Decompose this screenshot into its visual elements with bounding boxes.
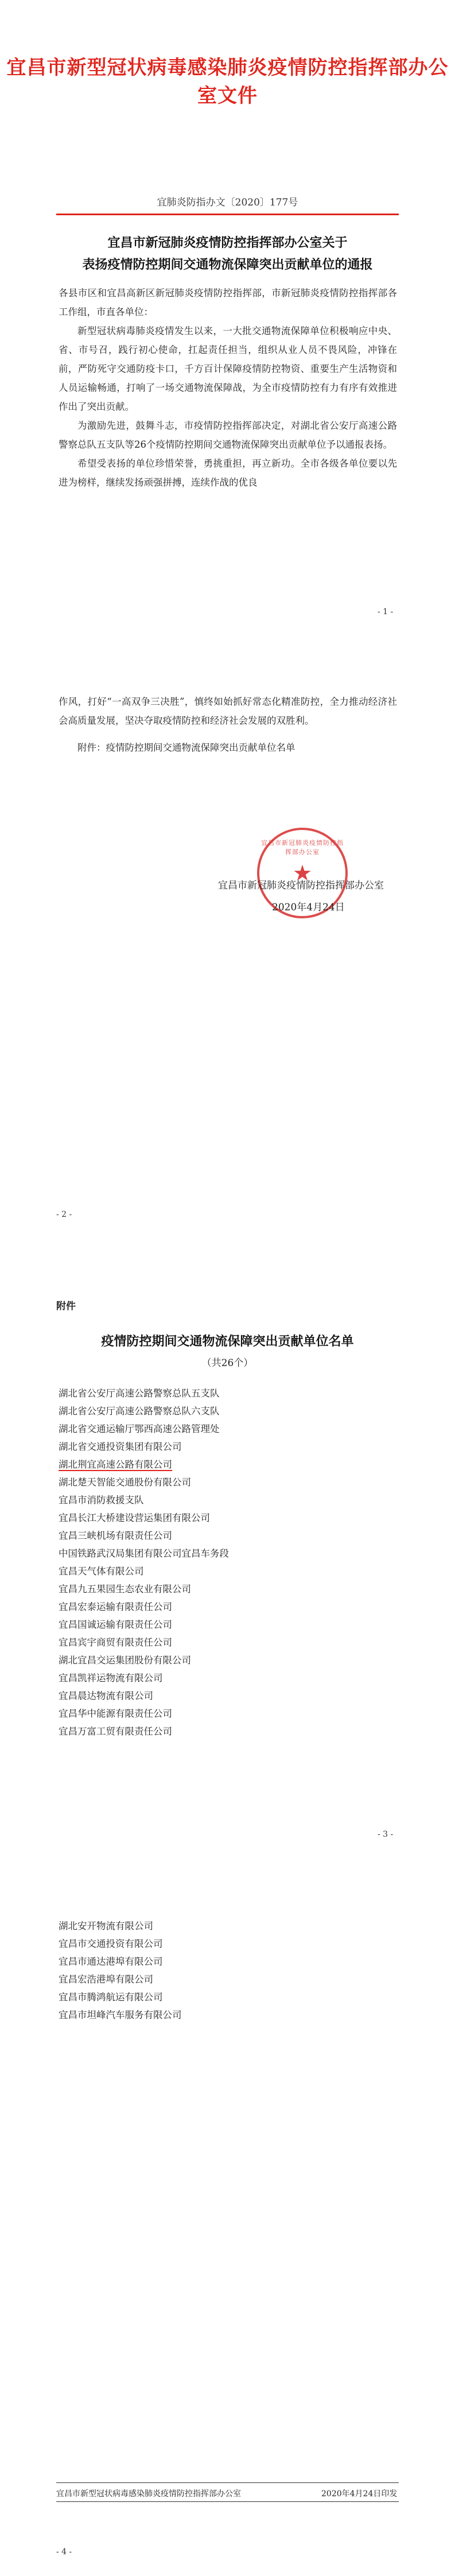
seal-star-icon: ★ bbox=[292, 860, 313, 886]
list-item: 湖北安开物流有限公司 bbox=[59, 1921, 153, 1931]
list-item: 宜昌宾宇商贸有限责任公司 bbox=[59, 1637, 172, 1648]
notice-body-continued bbox=[59, 692, 397, 757]
page-number: - 2 - bbox=[56, 1210, 72, 1219]
footer-issuer: 宜昌市新型冠状病毒感染肺炎疫情防控指挥部办公室 bbox=[56, 2489, 241, 2499]
list-item: 中国铁路武汉局集团有限公司宜昌车务段 bbox=[59, 1548, 229, 1559]
body-paragraph-1: 新型冠状病毒肺炎疫情发生以来，一大批交通物流保障单位积极响应中央、省、市号召，践行初心使命，扛起责任担当，组织从业人员不畏风险，冲锋在前，严防死守交通防疫卡口，千方百计保障疫情防控物资、重要生产生活物资和人员运输畅通，打响了一场交通物流保障战，为全市疫情防控有力有序有效推进作出了突出贡献。 bbox=[59, 325, 397, 412]
signature-org: 宜昌市新冠肺炎疫情防控指挥部办公室 bbox=[218, 880, 384, 891]
list-item: 宜昌国诚运输有限责任公司 bbox=[59, 1619, 172, 1630]
list-item: 宜昌凯祥运物流有限公司 bbox=[59, 1673, 163, 1683]
body-paragraph-3: 希望受表扬的单位珍惜荣誉，勇挑重担，再立新功。全市各级各单位要以先进为榜样，继续发扬顽强拼搏，连续作战的优良 bbox=[59, 458, 397, 488]
list-item: 湖北省交通运输厅鄂西高速公路管理处 bbox=[59, 1423, 220, 1434]
list-item: 宜昌九五果园生态农业有限公司 bbox=[59, 1584, 191, 1595]
list-item: 湖北省公安厅高速公路警察总队五支队 bbox=[59, 1388, 220, 1399]
list-item-text: 湖北荆宜高速公路有限公司 bbox=[59, 1459, 172, 1470]
attachment-title: 疫情防控期间交通物流保障突出贡献单位名单 bbox=[101, 1334, 354, 1349]
salutation: 各县市区和宜昌高新区新冠肺炎疫情防控指挥部，市新冠肺炎疫情防控指挥部各工作组，市直各单位： bbox=[59, 288, 397, 317]
page-number: - 1 - bbox=[378, 607, 394, 616]
list-item: 宜昌市坦峰汽车服务有限公司 bbox=[59, 2009, 182, 2020]
footer-bottom-line bbox=[56, 2501, 399, 2502]
list-item: 宜昌宏泰运输有限责任公司 bbox=[59, 1601, 172, 1612]
document-header-title: 宜昌市新型冠状病毒感染肺炎疫情防控指挥部办公室文件 bbox=[6, 56, 449, 107]
unit-list-continued bbox=[59, 1917, 182, 2024]
list-item: 宜昌市消防救援支队 bbox=[59, 1495, 144, 1506]
list-item: 宜昌宏浩港埠有限公司 bbox=[59, 1974, 153, 1985]
attachment-reference: 附件：疫情防控期间交通物流保障突出贡献单位名单 bbox=[77, 742, 295, 753]
document-number: 宜肺炎防指办文〔2020〕177号 bbox=[157, 197, 298, 208]
body-paragraph-continued: 作风，打好“一高双争三决胜”，慎终如始抓好常态化精准防控，全力推动经济社会高质量发展，坚决夺取疫情防控和经济社会发展的双胜利。 bbox=[59, 696, 397, 726]
footer-top-line bbox=[56, 2482, 399, 2483]
signature-date: 2020年4月24日 bbox=[272, 902, 345, 913]
footer-date: 2020年4月24日印发 bbox=[321, 2489, 398, 2499]
list-item: 湖北省交通投资集团有限公司 bbox=[59, 1441, 182, 1452]
list-item: 宜昌万富工贸有限责任公司 bbox=[59, 1726, 172, 1737]
notice-body bbox=[59, 284, 397, 492]
seal-text: 宜昌市新冠肺炎疫情防控指挥部办公室 bbox=[261, 839, 344, 856]
attachment-label: 附件 bbox=[56, 1301, 76, 1312]
list-item: 宜昌市腾鸿航运有限公司 bbox=[59, 1992, 163, 2003]
list-item: 宜昌市交通投资有限公司 bbox=[59, 1938, 163, 1949]
list-item: 湖北楚天智能交通股份有限公司 bbox=[59, 1477, 191, 1488]
list-item: 宜昌市通达港埠有限公司 bbox=[59, 1956, 163, 1967]
notice-title-line2: 表扬疫情防控期间交通物流保障突出贡献单位的通报 bbox=[82, 258, 373, 272]
list-item: 宜昌天气体有限公司 bbox=[59, 1566, 144, 1577]
list-item: 湖北宜昌交运集团股份有限公司 bbox=[59, 1655, 191, 1666]
unit-list bbox=[59, 1384, 229, 1740]
attachment-subtitle: （共26个） bbox=[201, 1357, 254, 1369]
list-item: 宜昌长江大桥建设营运集团有限公司 bbox=[59, 1512, 210, 1523]
body-paragraph-2: 为激励先进，鼓舞斗志，市疫情防控指挥部决定，对湖北省公安厅高速公路警察总队五支队等26个疫情防控期间交通物流保障突出贡献单位予以通报表扬。 bbox=[59, 420, 397, 450]
list-item: 湖北省公安厅高速公路警察总队六支队 bbox=[59, 1406, 220, 1417]
list-item: 宜昌华中能源有限责任公司 bbox=[59, 1708, 172, 1719]
list-item: 宜昌三峡机场有限责任公司 bbox=[59, 1530, 172, 1541]
notice-title-line1: 宜昌市新冠肺炎疫情防控指挥部办公室关于 bbox=[107, 236, 348, 250]
page-number: - 3 - bbox=[378, 1830, 394, 1839]
list-item bbox=[59, 1456, 229, 1473]
list-item: 宜昌晨达物流有限公司 bbox=[59, 1690, 153, 1701]
page-number: - 4 - bbox=[56, 2547, 72, 2556]
red-divider-line bbox=[56, 214, 399, 215]
